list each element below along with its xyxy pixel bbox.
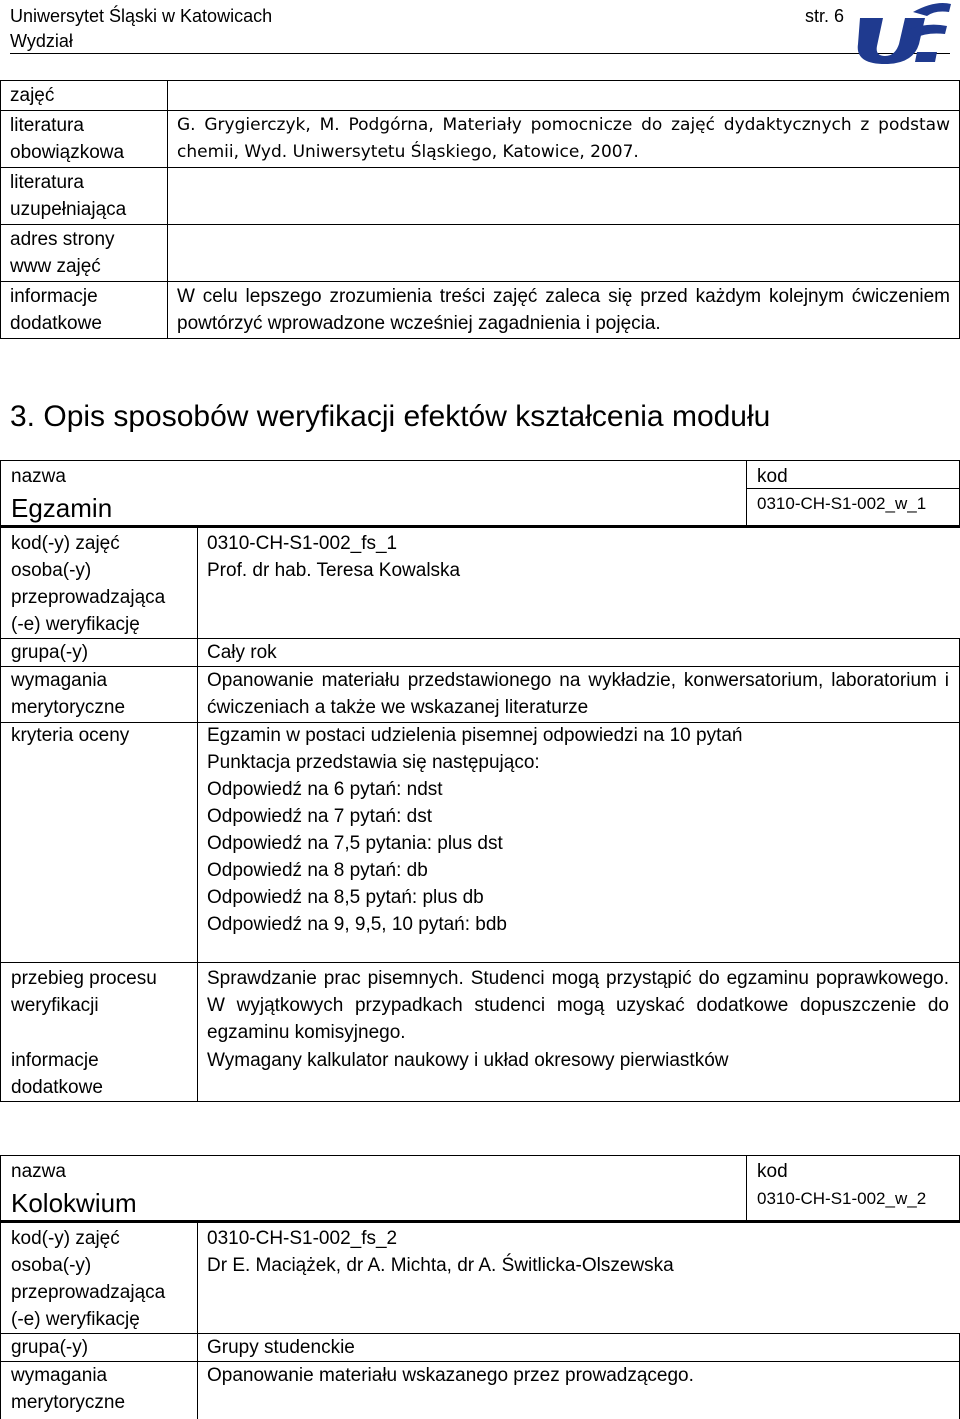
university-logo-icon xyxy=(855,0,955,64)
block-name: Egzamin xyxy=(11,493,113,523)
row-rule xyxy=(0,962,960,963)
row-label: adres strony www zajęć xyxy=(1,225,168,282)
row-value: Opanowanie materiału przedstawionego na wykładzie, konwersatorium, laboratorium i ćwiczeniach a także we wskazanej literaturze xyxy=(207,670,949,718)
kod-value: 0310-CH-S1-002_w_2 xyxy=(757,1189,927,1208)
table-row xyxy=(1,168,960,225)
verification-block-egzamin xyxy=(0,460,960,1102)
criteria-line: Punktacja przedstawia się następująco: xyxy=(207,752,540,773)
row-label: informacje dodatkowe xyxy=(1,282,168,339)
row-rule xyxy=(0,638,960,639)
kod-value: 0310-CH-S1-002_w_1 xyxy=(757,494,927,513)
grid-left-border xyxy=(0,526,1,1102)
grid-left-border xyxy=(0,1221,1,1419)
row-label: wymagania merytoryczne xyxy=(11,1365,126,1413)
row-label: kryteria oceny xyxy=(11,725,130,746)
table-row xyxy=(1,81,960,111)
row-label: zajęć xyxy=(1,81,168,111)
table-row xyxy=(1,225,960,282)
course-info-table xyxy=(0,80,960,339)
row-label: literatura obowiązkowa xyxy=(1,111,168,168)
kod-divider xyxy=(746,460,747,526)
name-label: nazwa xyxy=(11,466,66,487)
row-label: przebieg procesu weryfikacji xyxy=(11,968,157,1016)
row-label: informacje dodatkowe xyxy=(11,1050,103,1098)
row-label: grupa(-y) xyxy=(11,1337,89,1358)
header-university xyxy=(10,4,272,54)
criteria-line: Egzamin w postaci udzielenia pisemnej odpowiedzi na 10 pytań xyxy=(207,725,743,746)
university-name: Uniwersytet Śląski w Katowicach xyxy=(10,6,273,26)
row-value: 0310-CH-S1-002_fs_1 xyxy=(207,533,398,554)
verification-block-kolokwium xyxy=(0,1155,960,1419)
kod-divider xyxy=(746,1155,747,1221)
row-value: Grupy studenckie xyxy=(207,1337,355,1358)
row-value: W celu lepszego zrozumienia treści zajęć zaleca się przed każdym kolejnym ćwiczeniem powtórzyć wprowadzone wcześniej zagadnienia i pojęcia. xyxy=(168,282,960,339)
grid-column-divider xyxy=(197,526,198,1102)
row-label: kod(-y) zajęć xyxy=(11,533,120,554)
criteria-line: Odpowiedź na 8 pytań: db xyxy=(207,860,428,881)
row-label: kod(-y) zajęć xyxy=(11,1228,120,1249)
row-value: Wymagany kalkulator naukowy i układ okresowy pierwiastków xyxy=(207,1050,729,1071)
table-row xyxy=(1,111,960,168)
row-value: Opanowanie materiału wskazanego przez prowadzącego. xyxy=(207,1365,694,1386)
row-label: osoba(-y) przeprowadzająca (-e) weryfikację xyxy=(11,1255,166,1330)
row-label: literatura uzupełniająca xyxy=(1,168,168,225)
criteria-line: Odpowiedź na 9, 9,5, 10 pytań: bdb xyxy=(207,914,507,935)
row-value: Dr E. Maciążek, dr A. Michta, dr A. Świtlicka-Olszewska xyxy=(207,1255,674,1276)
row-rule xyxy=(0,1101,960,1102)
criteria-line: Odpowiedź na 8,5 pytań: plus db xyxy=(207,887,484,908)
kod-label: kod xyxy=(757,466,788,487)
row-value: Cały rok xyxy=(207,642,277,663)
row-label: osoba(-y) przeprowadzająca (-e) weryfikację xyxy=(11,560,166,635)
criteria-line: Odpowiedź na 7,5 pytania: plus dst xyxy=(207,833,503,854)
row-label: wymagania merytoryczne xyxy=(11,670,126,718)
grid-column-divider xyxy=(197,1221,198,1419)
kod-label: kod xyxy=(757,1161,788,1182)
criteria-line: Odpowiedź na 7 pytań: dst xyxy=(207,806,432,827)
faculty-name: Wydział xyxy=(10,31,73,51)
block-name: Kolokwium xyxy=(11,1188,137,1218)
row-value xyxy=(168,225,960,282)
row-label: grupa(-y) xyxy=(11,642,89,663)
row-value: Prof. dr hab. Teresa Kowalska xyxy=(207,560,461,581)
table-row xyxy=(1,282,960,339)
header-divider xyxy=(10,53,950,54)
row-value xyxy=(168,81,960,111)
criteria-line: Odpowiedź na 6 pytań: ndst xyxy=(207,779,443,800)
page-number: str. 6 xyxy=(805,6,845,26)
row-rule xyxy=(0,1333,960,1334)
name-label: nazwa xyxy=(11,1161,66,1182)
row-value: G. Grygierczyk, M. Podgórna, Materiały pomocnicze do zajęć dydaktycznych z podstaw chemii, Wyd. Uniwersytetu Śląskiego, Katowice, 2007. xyxy=(168,111,960,168)
row-value: Sprawdzanie prac pisemnych. Studenci mogą przystąpić do egzaminu poprawkowego. W wyjątkowych przypadkach studenci mogą uzyskać dodatkowe dopuszczenie do egzaminu komisyjnego. xyxy=(207,968,949,1043)
section-title: 3. Opis sposobów weryfikacji efektów kształcenia modułu xyxy=(10,400,771,433)
row-value: 0310-CH-S1-002_fs_2 xyxy=(207,1228,398,1249)
row-value xyxy=(168,168,960,225)
